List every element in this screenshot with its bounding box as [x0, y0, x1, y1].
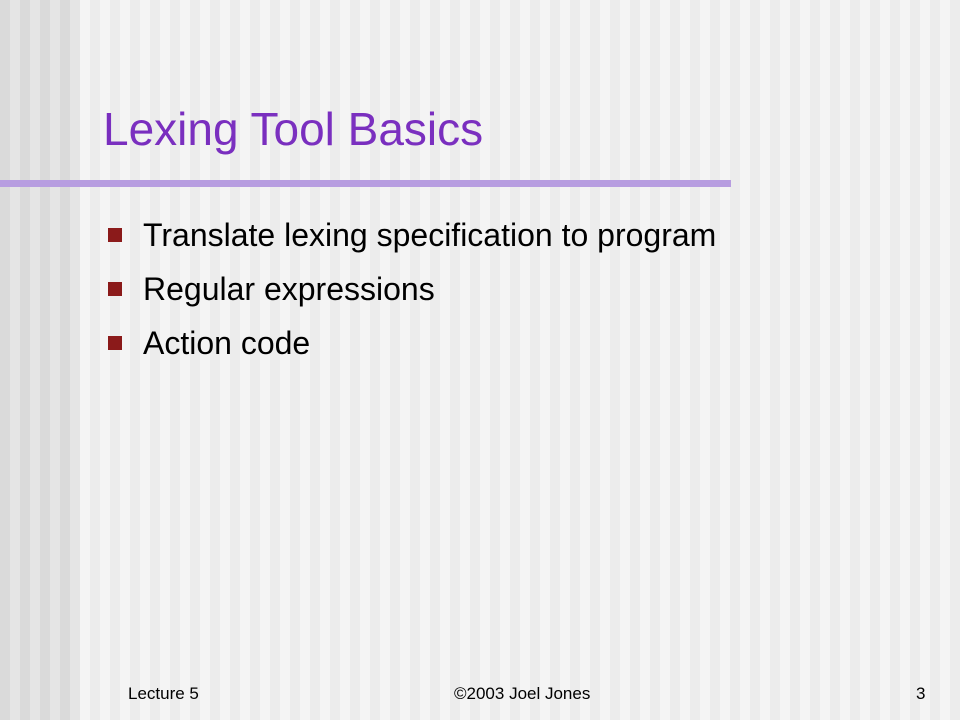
bullet-item [108, 316, 716, 370]
bullet-item [108, 208, 716, 262]
footer-lecture-label: Lecture 5 [128, 684, 199, 703]
slide-title: Lexing Tool Basics [103, 103, 484, 155]
footer-page-number: 3 [916, 684, 926, 703]
square-bullet-icon [108, 336, 122, 350]
title-underline-rule [0, 180, 731, 187]
bullet-text: Translate lexing specification to program [143, 216, 717, 253]
footer-copyright: ©2003 Joel Jones [454, 684, 591, 703]
square-bullet-icon [108, 228, 122, 242]
square-bullet-icon [108, 282, 122, 296]
bullet-item [108, 262, 716, 316]
bullet-text: Action code [143, 324, 311, 361]
bullet-list [108, 208, 716, 370]
bullet-text: Regular expressions [143, 270, 435, 307]
background-stripes [0, 0, 80, 720]
